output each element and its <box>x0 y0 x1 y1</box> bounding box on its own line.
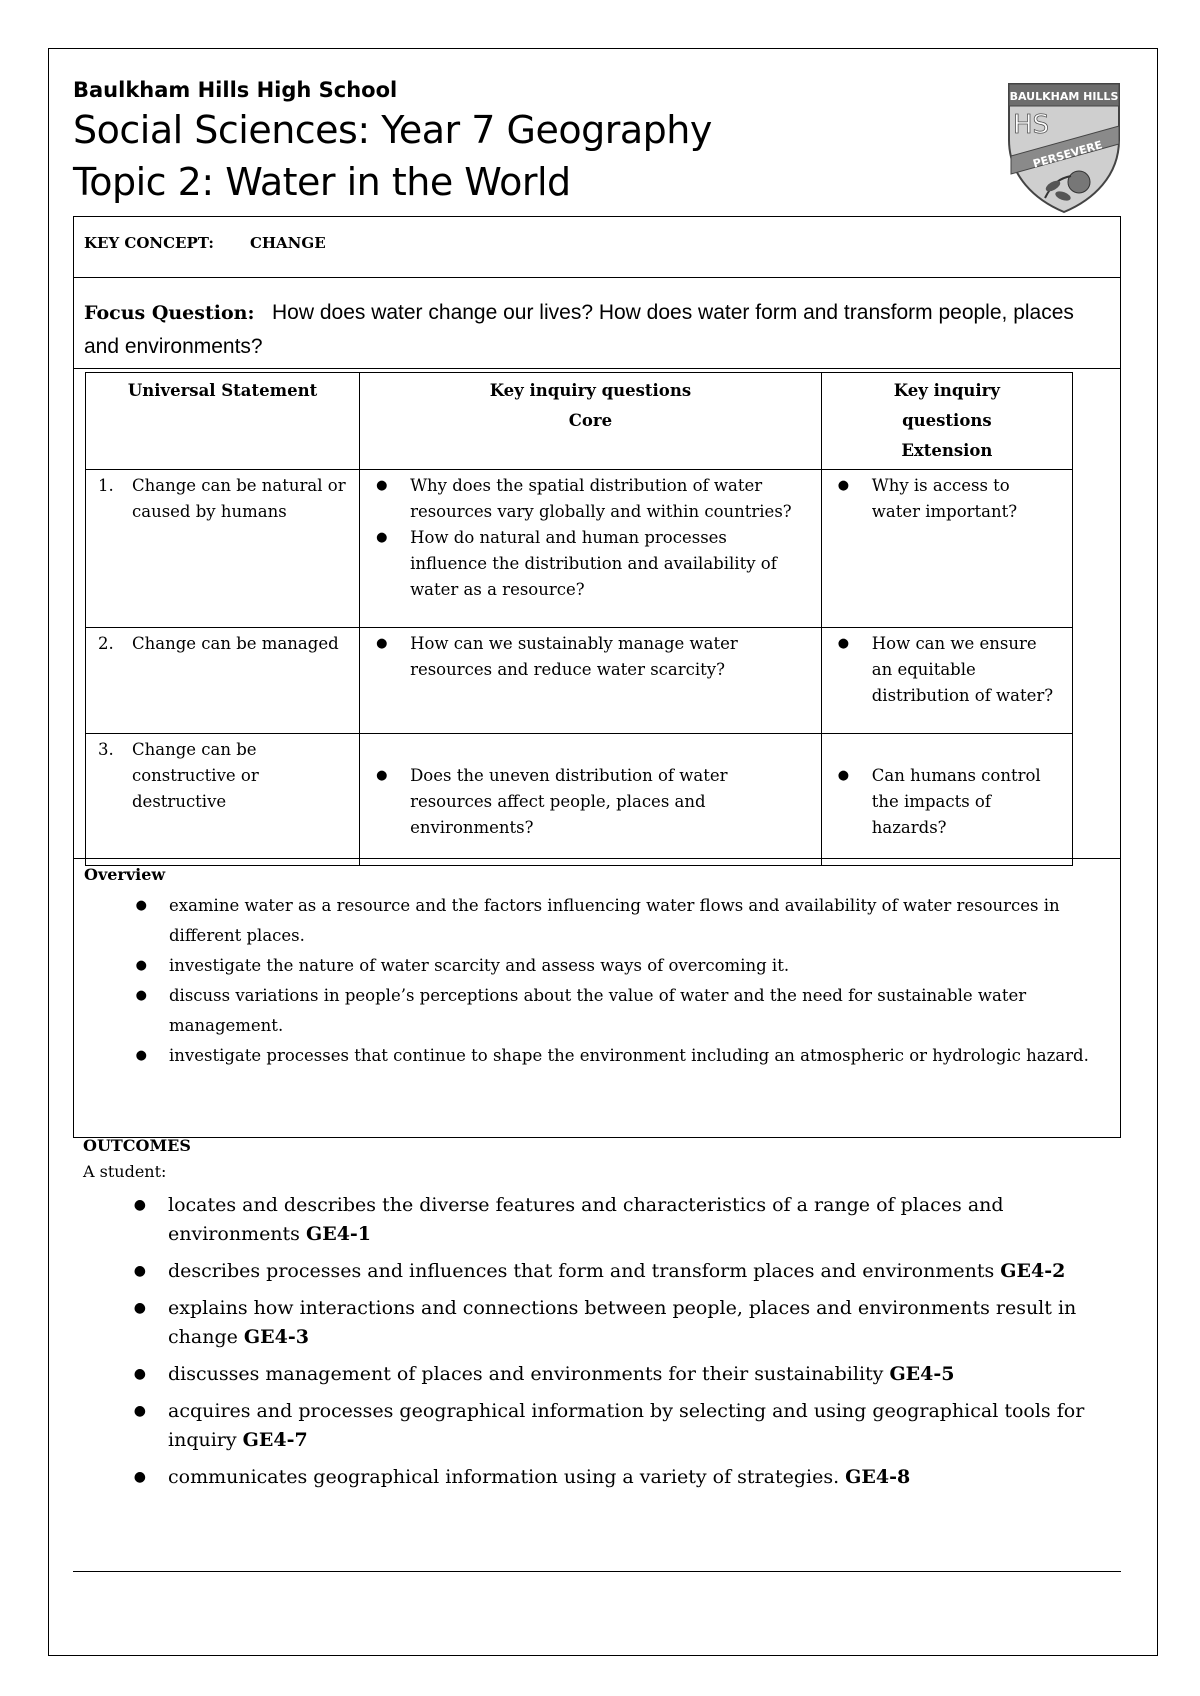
bullet-icon: ● <box>133 1403 146 1419</box>
list-item: ● describes processes and influences that form and transform places and environments GE4-2 <box>83 1257 1111 1286</box>
inquiry-table-header <box>86 373 1073 470</box>
bullet-icon: ● <box>133 1469 146 1485</box>
list-item: ● locates and describes the diverse features and characteristics of a range of places and environments GE4-1 <box>83 1191 1111 1249</box>
bullet-icon: ● <box>135 1048 147 1063</box>
bullet-icon: ● <box>837 768 850 783</box>
outcome-code: GE4-7 <box>242 1429 308 1451</box>
outcomes-section <box>73 1132 1121 1572</box>
crest-motto: PERSEVERE <box>1031 138 1104 171</box>
bullet-icon: ● <box>376 530 388 545</box>
inquiry-table <box>85 372 1073 866</box>
extension-questions-cell: ● How can we ensure an equitable distribution of water? <box>821 628 1072 734</box>
header-universal-statement: Universal Statement <box>86 373 360 470</box>
key-concept-row <box>74 217 1120 278</box>
concept-frame <box>73 216 1121 1138</box>
overview-list <box>84 891 1110 1071</box>
table-row <box>86 734 1073 866</box>
key-concept-label: KEY CONCEPT: <box>84 234 214 252</box>
universal-statement-cell: 2. Change can be managed <box>86 628 360 734</box>
outcome-code: GE4-3 <box>243 1326 309 1348</box>
table-row <box>86 628 1073 734</box>
bullet-icon: ● <box>376 478 388 493</box>
outcomes-list <box>83 1191 1111 1492</box>
core-questions-cell: ● Does the uneven distribution of water resources affect people, places and environments? <box>360 734 822 866</box>
outcomes-title: OUTCOMES <box>83 1136 191 1155</box>
crest-initials: HS <box>1013 110 1050 140</box>
list-item: ● communicates geographical information using a variety of strategies. GE4-8 <box>83 1463 1111 1492</box>
focus-question-text: How does water change our lives? How does water form and transform people, places and environments? <box>84 301 1074 358</box>
bullet-icon: ● <box>133 1197 146 1213</box>
extension-questions-cell: ● Why is access to water important? <box>821 470 1072 628</box>
table-row <box>86 470 1073 628</box>
overview-title: Overview <box>84 865 166 884</box>
topic-title: Topic 2: Water in the World <box>73 160 571 204</box>
bullet-icon: ● <box>376 768 388 783</box>
header-extension: Key inquiry questions Extension <box>821 373 1072 470</box>
header-core: Key inquiry questions Core <box>360 373 822 470</box>
list-item: ● discuss variations in people’s perceptions about the value of water and the need for sustainable water management. <box>84 981 1110 1041</box>
outcome-code: GE4-5 <box>889 1363 955 1385</box>
outcome-code: GE4-8 <box>845 1466 911 1488</box>
list-item: ● discusses management of places and environments for their sustainability GE4-5 <box>83 1360 1111 1389</box>
universal-statement-cell: 3. Change can be constructive or destructive <box>86 734 360 866</box>
outcomes-intro: A student: <box>83 1162 167 1181</box>
bullet-icon: ● <box>135 958 147 973</box>
focus-question-row <box>74 278 1120 369</box>
list-item: ● investigate processes that continue to shape the environment including an atmospheric or hydrologic hazard. <box>84 1041 1110 1071</box>
overview-section <box>74 858 1120 1135</box>
school-crest-logo <box>1005 78 1123 214</box>
document-header <box>73 76 1113 208</box>
list-item: ● acquires and processes geographical information by selecting and using geographical tools for inquiry GE4-7 <box>83 1397 1111 1455</box>
key-concept-value: CHANGE <box>249 234 326 252</box>
bullet-icon: ● <box>837 636 850 651</box>
outcome-code: GE4-2 <box>1000 1260 1066 1282</box>
core-questions-cell: ● How can we sustainably manage water resources and reduce water scarcity? <box>360 628 822 734</box>
bullet-icon: ● <box>376 636 388 651</box>
core-questions-cell: ● Why does the spatial distribution of water resources vary globally and within countries? ● How do natural and human processes influence the distribution and availability of water as a resource? <box>360 470 822 628</box>
bullet-icon: ● <box>133 1300 146 1316</box>
extension-questions-cell: ● Can humans control the impacts of hazards? <box>821 734 1072 866</box>
bullet-icon: ● <box>135 988 147 1003</box>
list-item: ● explains how interactions and connections between people, places and environments result in change GE4-3 <box>83 1294 1111 1352</box>
page-title: Social Sciences: Year 7 Geography <box>73 108 712 152</box>
bullet-icon: ● <box>135 898 147 913</box>
bullet-icon: ● <box>133 1263 146 1279</box>
outcome-code: GE4-1 <box>305 1223 372 1245</box>
crest-banner-text: BAULKHAM HILLS <box>1009 90 1119 103</box>
focus-question-label: Focus Question: <box>84 302 255 324</box>
bullet-icon: ● <box>133 1366 146 1382</box>
list-item: ● examine water as a resource and the factors influencing water flows and availability of water resources in different places. <box>84 891 1110 951</box>
bullet-icon: ● <box>837 478 850 493</box>
universal-statement-cell: 1. Change can be natural or caused by humans <box>86 470 360 628</box>
school-name: Baulkham Hills High School <box>73 78 398 102</box>
list-item: ● investigate the nature of water scarcity and assess ways of overcoming it. <box>84 951 1110 981</box>
